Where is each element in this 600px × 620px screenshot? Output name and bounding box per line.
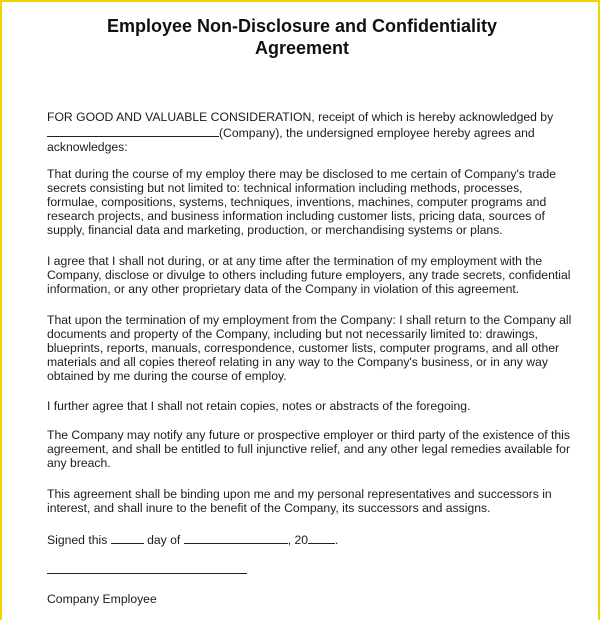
paragraph-binding xyxy=(47,487,567,515)
p3-line: I agree that I shall not during, or at any time after the termination of my employment with the xyxy=(47,254,543,268)
p3-line: information, or any other proprietary data of the Company in violation of this agreement. xyxy=(47,282,520,296)
p2-line: supply, financial data and marketing, production, or merchandising systems or plans. xyxy=(47,223,503,237)
p2-line: secrets consisting but not limited to: technical information including methods, processes, xyxy=(47,181,523,195)
signed-line xyxy=(47,531,567,547)
document-title xyxy=(2,15,600,59)
paragraph-notify xyxy=(47,428,571,470)
p6-line: agreement, and shall be entitled to full injunctive relief, and any other legal remedies available for xyxy=(47,442,571,456)
p4-line: documents and property of the Company, including but not necessarily limited to: drawings, xyxy=(47,327,538,341)
p6-line: The Company may notify any future or prospective employer or third party of the existence of this xyxy=(47,428,570,442)
year-prefix: , 20 xyxy=(287,533,309,547)
day-of-label: day of xyxy=(147,533,181,547)
month-blank xyxy=(184,531,288,544)
title-line-2: Agreement xyxy=(254,38,350,58)
p3-line: Company, disclose or divulge to others including future employers, any trade secrets, confidential xyxy=(47,268,571,282)
p4-line: That upon the termination of my employment from the Company: I shall return to the Company all xyxy=(47,313,572,327)
title-line-1: Employee Non-Disclosure and Confidentiality xyxy=(106,16,498,36)
p7-line: This agreement shall be binding upon me and my personal representatives and successors in xyxy=(47,487,552,501)
p1-line-2-text: (Company), the undersigned employee hereby agrees and xyxy=(219,126,535,140)
p2-line: formulae, compositions, systems, techniques, inventions, machines, computer programs and xyxy=(47,195,547,209)
paragraph-no-copies xyxy=(47,399,567,413)
p1-line-3: acknowledges: xyxy=(47,140,128,154)
signer-label xyxy=(47,592,567,606)
p1-line-2 xyxy=(47,124,567,140)
day-blank xyxy=(111,531,144,544)
p4-line: obtained by me during the course of employ. xyxy=(47,369,287,383)
p5-line: I further agree that I shall not retain copies, notes or abstracts of the foregoing. xyxy=(47,399,471,413)
p2-line: That during the course of my employ there may be disclosed to me certain of Company's trade xyxy=(47,167,557,181)
p4-line: materials and all copies thereof relating in any way to the Company's business, or in any way xyxy=(47,355,548,369)
company-blank xyxy=(47,124,219,137)
company-employee-label: Company Employee xyxy=(47,592,157,606)
p1-line-1: FOR GOOD AND VALUABLE CONSIDERATION, receipt of which is hereby acknowledged by xyxy=(47,110,554,124)
p7-line: interest, and shall inure to the benefit of the Company, its successors and assigns. xyxy=(47,501,491,515)
p2-line: research projects, and business information including customer lists, pricing data, sources of xyxy=(47,209,545,223)
p6-line: any breach. xyxy=(47,456,111,470)
paragraph-non-disclosure xyxy=(47,254,571,296)
year-blank xyxy=(308,531,335,544)
paragraph-trade-secrets xyxy=(47,167,567,237)
p4-line: blueprints, reports, manuals, correspondence, customer lists, computer programs, and all other xyxy=(47,341,560,355)
paragraph-return-property xyxy=(47,313,572,383)
paragraph-consideration xyxy=(47,110,567,154)
signed-this-label: Signed this xyxy=(47,533,108,547)
period: . xyxy=(335,533,339,547)
employee-signature-line xyxy=(47,573,247,574)
